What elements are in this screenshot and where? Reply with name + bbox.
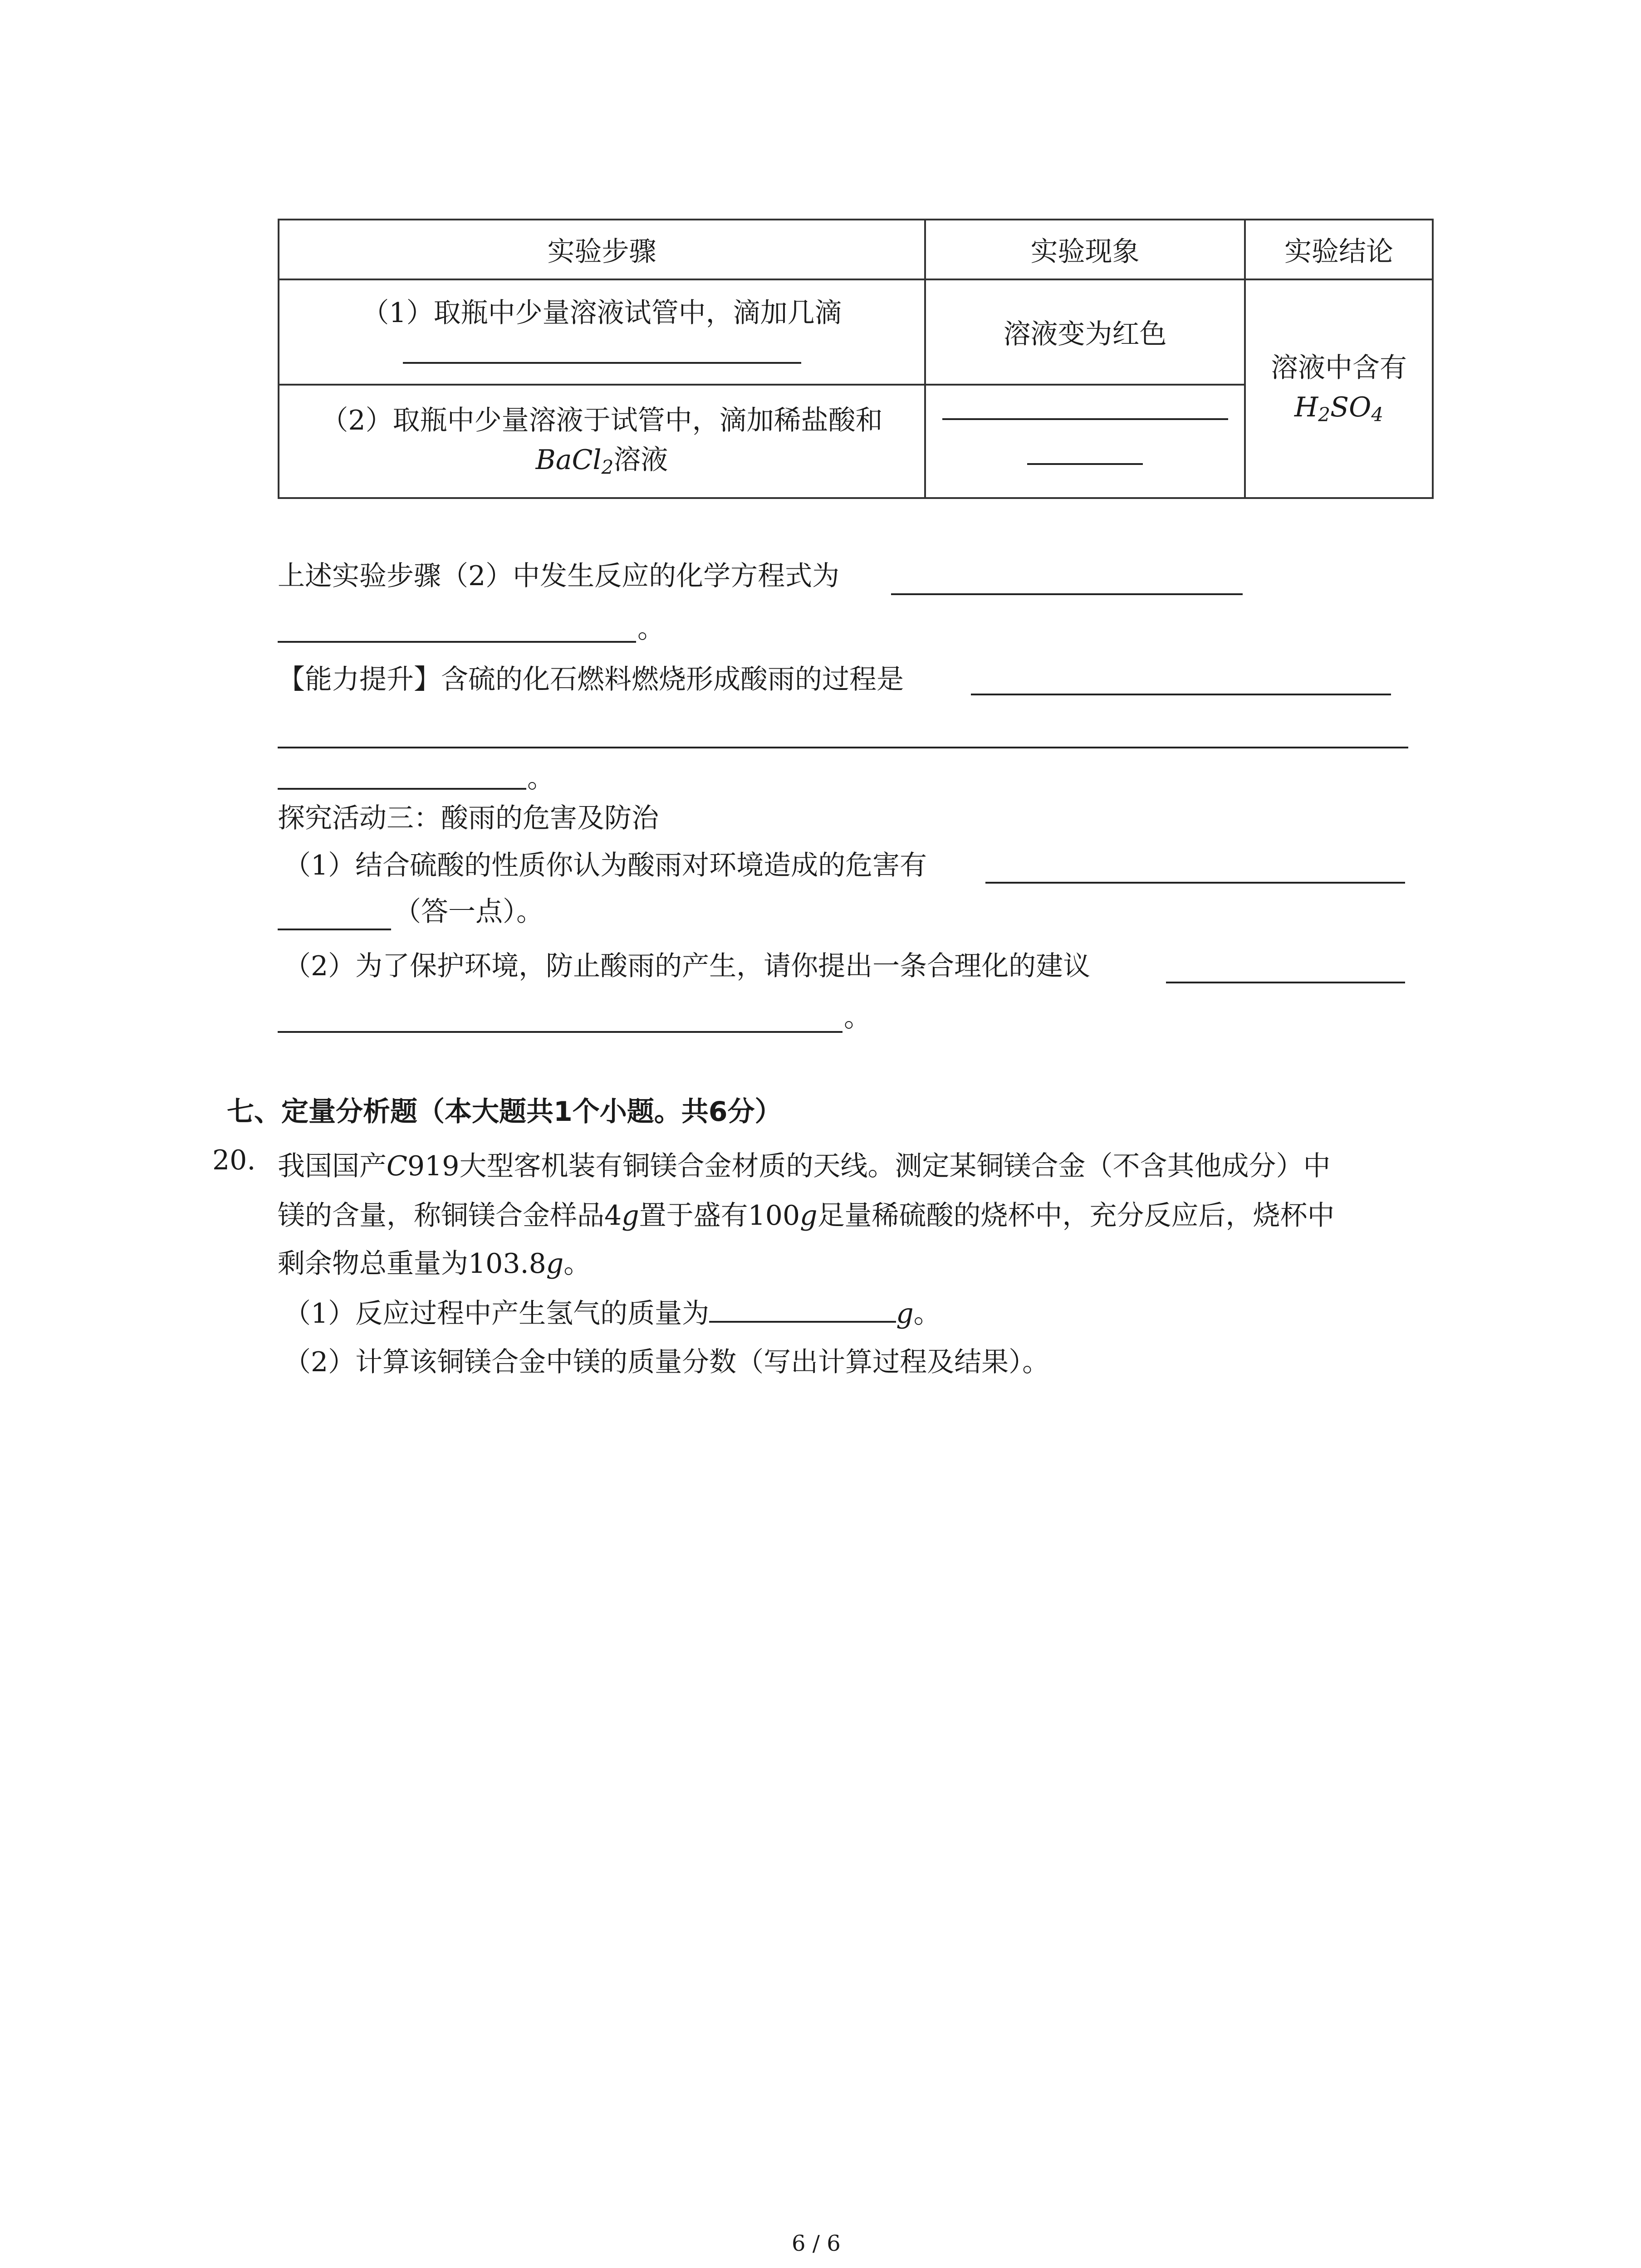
ability-blank-1 — [971, 694, 1391, 695]
ability-period: 。 — [527, 763, 554, 794]
equation-blank-1 — [891, 593, 1243, 595]
row2-step-line1: （2）取瓶中少量溶液于试管中，滴加稀盐酸和 — [321, 405, 883, 437]
row2-step-line2: BaCl$_2$溶液 — [535, 444, 668, 479]
page-number: 6 / 6 — [792, 2231, 841, 2256]
row2-phenomenon-blank-1 — [942, 418, 1228, 420]
ability-prompt: 【能力提升】含硫的化石燃料燃烧形成酸雨的过程是 — [278, 664, 904, 695]
conclusion-cell — [1245, 279, 1433, 498]
q20-line1: 我国国产C919大型客机装有铜镁合金材质的天线。测定某铜镁合金（不含其他成分）中 — [278, 1150, 1331, 1182]
equation-prompt: 上述实验步骤（2）中发生反应的化学方程式为 — [278, 560, 840, 592]
table-header-conclusion: 实验结论 — [1245, 220, 1433, 279]
row1-step-cell — [279, 279, 925, 385]
row1-phenomenon-cell: 溶液变为红色 — [925, 279, 1245, 385]
row2-phenomenon-cell — [925, 385, 1245, 498]
hydrogen-mass-blank — [709, 1320, 896, 1323]
conclusion-text: 溶液中含有 — [1271, 352, 1407, 384]
suggest-prompt: （2）为了保护环境，防止酸雨的产生，请你提出一条合理化的建议 — [284, 950, 1091, 982]
ability-blank-3 — [278, 788, 526, 790]
equation-blank-2 — [278, 641, 636, 643]
q20-sub2: （2）计算该铜镁合金中镁的质量分数（写出计算过程及结果）。 — [284, 1346, 1050, 1378]
q20-sub1: （1）反应过程中产生氢气的质量为 g。 — [284, 1298, 941, 1330]
table-header-step: 实验步骤 — [279, 220, 925, 279]
harm-blank-2 — [278, 929, 391, 930]
row1-step-blank — [403, 362, 801, 364]
suggest-blank-2 — [278, 1031, 843, 1033]
row1-step-text: （1）取瓶中少量溶液试管中，滴加几滴 — [362, 297, 842, 329]
q20-line3: 剩余物总重量为103.8g。 — [278, 1248, 591, 1280]
equation-period: 。 — [637, 613, 665, 645]
ability-blank-2 — [278, 747, 1408, 748]
table-header-phenomenon: 实验现象 — [925, 220, 1245, 279]
suggest-blank-1 — [1166, 982, 1405, 983]
row2-phenomenon-blank-2 — [1027, 463, 1143, 465]
conclusion-formula: $H_2SO_4$ — [1294, 391, 1384, 426]
harm-blank-1 — [985, 882, 1405, 884]
suggest-period: 。 — [844, 1002, 871, 1033]
q20-line2: 镁的含量，称铜镁合金样品4g置于盛有100g足量稀硫酸的烧杯中，充分反应后，烧杯中 — [278, 1200, 1335, 1232]
answer-one-note: （答一点）。 — [394, 896, 544, 928]
row2-step-cell — [279, 385, 925, 498]
harm-prompt: （1）结合硫酸的性质你认为酸雨对环境造成的危害有 — [284, 850, 927, 881]
q20-number: 20. — [212, 1144, 256, 1176]
experiment-table — [278, 219, 1434, 499]
activity3-title: 探究活动三：酸雨的危害及防治 — [278, 802, 659, 834]
section7-title: 七、定量分析题（本大题共1个小题。共6分） — [227, 1096, 782, 1128]
